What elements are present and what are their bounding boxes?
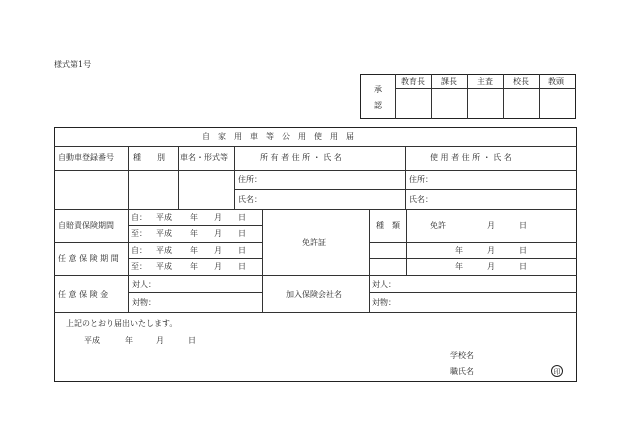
company-person-label: 対人： [372,280,396,289]
voluntary-to-year: 年 [190,262,198,271]
license-row3-month: 月 [487,262,495,271]
voluntary-from-month: 月 [214,246,222,255]
voluntary-to-era: 平成 [156,262,172,271]
owner-address-label: 住所： [238,175,262,184]
user-name-label: 氏名： [409,195,433,204]
voluntary-insurance-label: 任 意 保 険 期 間 [58,254,119,263]
voluntary-from-era: 平成 [156,246,172,255]
compulsory-from-prefix: 自： [131,213,147,222]
insurance-amount-label: 任 意 保 険 金 [58,290,109,299]
official-name-label: 職氏名 [450,367,474,376]
license-row3-day: 日 [519,262,527,271]
voluntary-to-month: 月 [214,262,222,271]
approval-label-bottom: 認 [374,101,382,110]
form-number: 様式第1号 [54,60,92,69]
statement-text: 上記のとおり届出いたします。 [66,319,178,328]
approval-role-principal: 校長 [513,77,529,86]
license-kind-label: 種 類 [376,221,400,230]
approval-label-top: 承 [374,85,382,94]
compulsory-to-era: 平成 [156,229,172,238]
seal-icon: 印 [551,365,563,377]
voluntary-to-day: 日 [238,262,246,271]
compulsory-from-day: 日 [238,213,246,222]
header-type: 種 別 [133,153,165,162]
license-permit: 免許 [430,221,446,230]
date-day: 日 [188,336,196,345]
license-row2-day: 日 [519,246,527,255]
header-owner: 所 有 者 住 所 ・ 氏 名 [260,153,342,162]
compulsory-to-prefix: 至： [131,229,147,238]
insurance-company-label: 加入保険会社名 [286,290,342,299]
compulsory-to-year: 年 [190,229,198,238]
approval-role-chief-clerk: 主査 [477,77,493,86]
date-year: 年 [125,336,133,345]
voluntary-from-prefix: 自： [131,246,147,255]
license-row3-year: 年 [455,262,463,271]
compulsory-from-year: 年 [190,213,198,222]
user-address-label: 住所： [409,175,433,184]
date-era: 平成 [84,336,100,345]
header-user: 使 用 者 住 所 ・ 氏 名 [430,153,512,162]
license-row1-day: 日 [519,221,527,230]
license-row2-month: 月 [487,246,495,255]
compulsory-insurance-label: 自賠責保険期間 [58,221,114,230]
voluntary-from-year: 年 [190,246,198,255]
voluntary-from-day: 日 [238,246,246,255]
approval-role-superintendent: 教育長 [401,77,425,86]
approval-role-vice-principal: 教頭 [548,77,564,86]
school-name-label: 学校名 [450,351,474,360]
header-registration-no: 自動車登録番号 [58,153,114,162]
form-title: 自 家 用 車 等 公 用 使 用 届 [202,132,354,141]
compulsory-to-month: 月 [214,229,222,238]
owner-name-label: 氏名： [238,195,262,204]
license-label: 免許証 [302,238,326,247]
header-model: 車名・形式等 [180,153,228,162]
voluntary-to-prefix: 至： [131,262,147,271]
license-row1-month: 月 [487,221,495,230]
compulsory-to-day: 日 [238,229,246,238]
insurance-property-label: 対物： [132,298,156,307]
license-row2-year: 年 [455,246,463,255]
insurance-person-label: 対人： [132,280,156,289]
compulsory-from-era: 平成 [156,213,172,222]
approval-box [360,74,576,119]
compulsory-from-month: 月 [214,213,222,222]
approval-role-section-chief: 課長 [441,77,457,86]
company-property-label: 対物： [372,298,396,307]
date-month: 月 [156,336,164,345]
